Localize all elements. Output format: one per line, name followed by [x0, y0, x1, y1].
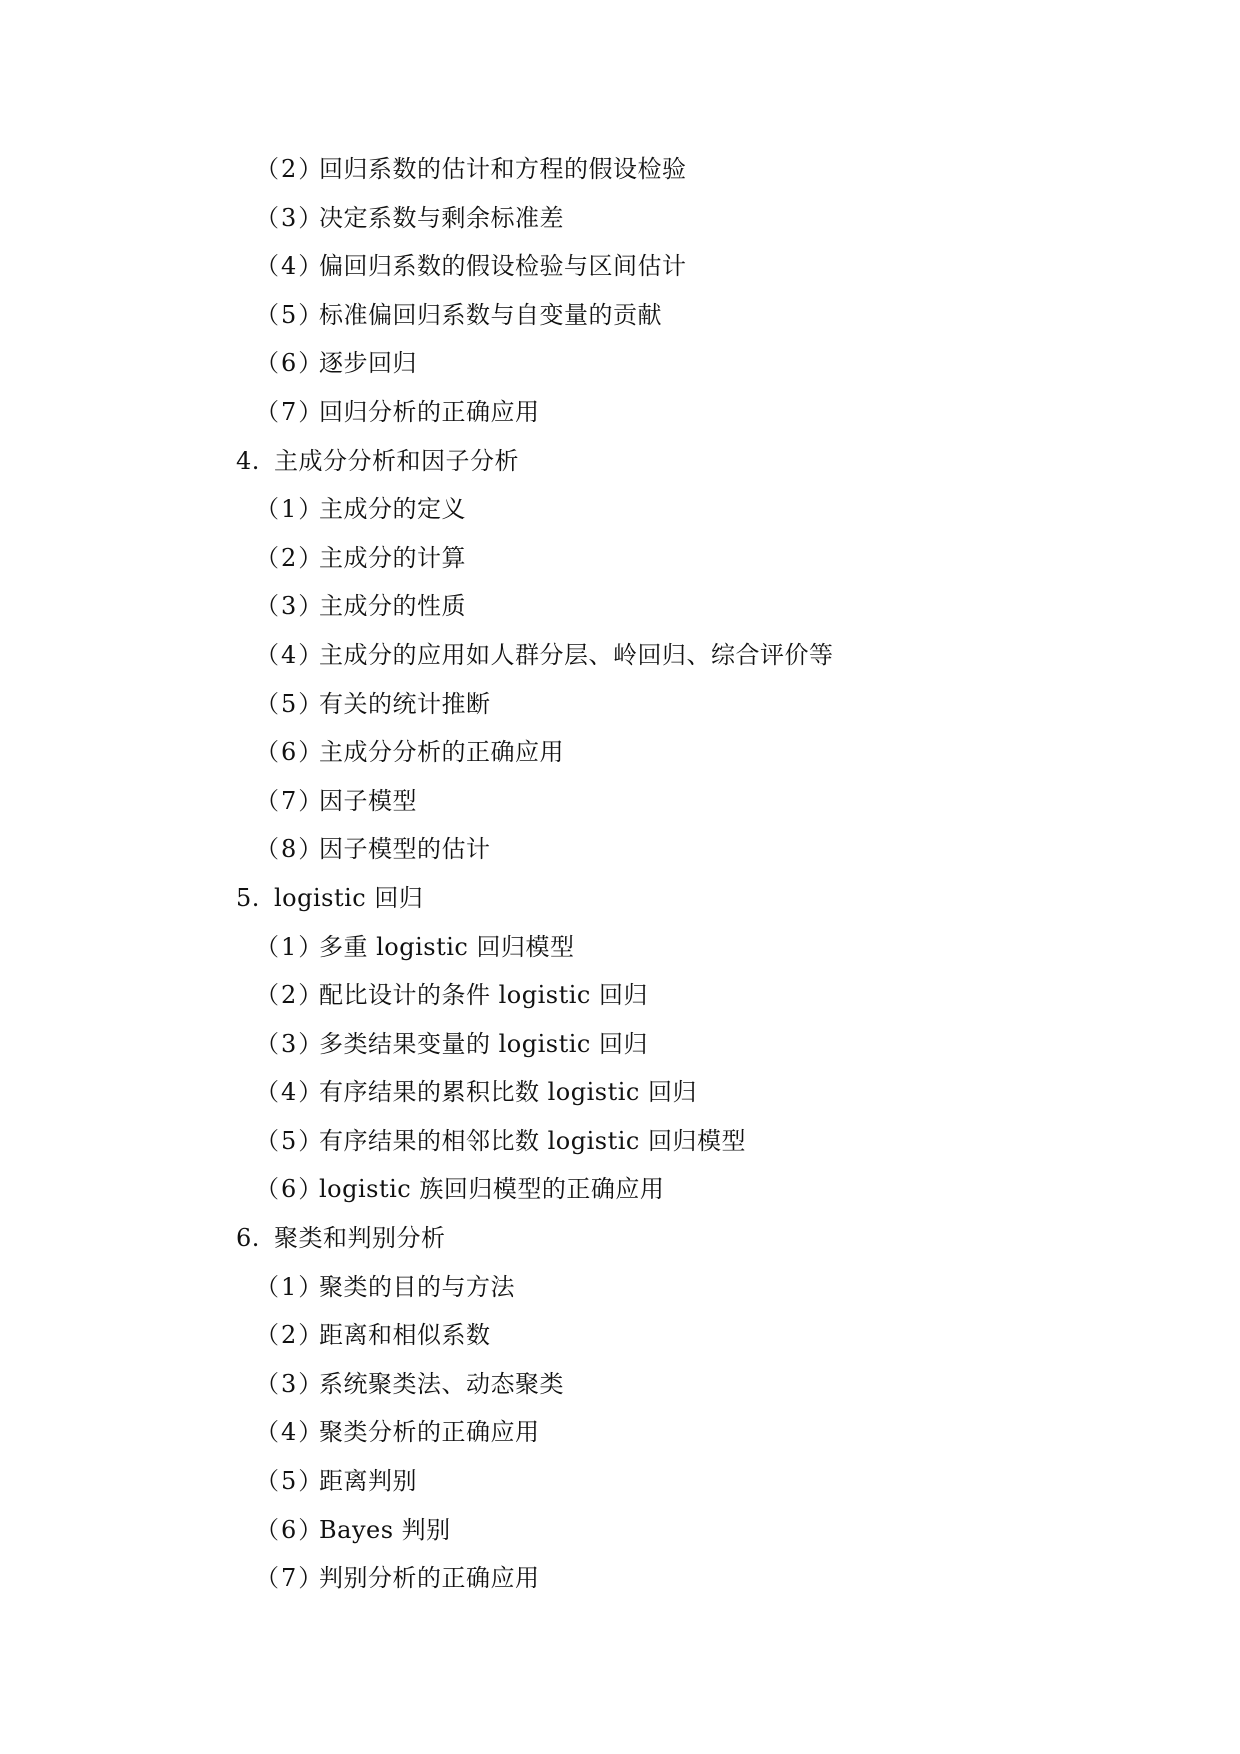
item-number: （5）	[255, 1126, 325, 1155]
item-number: （3）	[255, 203, 325, 232]
outline-item	[0, 1263, 1240, 1312]
item-text: 距离和相似系数	[319, 1321, 491, 1350]
syllabus-outline	[0, 145, 1240, 1603]
section-number: 6.	[236, 1224, 260, 1253]
item-number: （4）	[255, 1078, 325, 1107]
outline-item	[0, 1408, 1240, 1457]
item-text: 有关的统计推断	[319, 689, 491, 718]
outline-item	[0, 825, 1240, 874]
item-number: （5）	[255, 300, 325, 329]
section-heading	[0, 874, 1240, 923]
outline-item	[0, 388, 1240, 437]
section-title: 聚类和判别分析	[274, 1224, 446, 1253]
outline-item	[0, 971, 1240, 1020]
section-heading	[0, 1214, 1240, 1263]
item-text: 标准偏回归系数与自变量的贡献	[319, 300, 662, 329]
outline-item	[0, 1506, 1240, 1555]
item-text: 因子模型	[319, 786, 417, 815]
item-text: 逐步回归	[319, 349, 417, 378]
outline-item	[0, 1554, 1240, 1603]
outline-item	[0, 1360, 1240, 1409]
section-title: 主成分分析和因子分析	[274, 446, 519, 475]
outline-item	[0, 291, 1240, 340]
outline-item	[0, 631, 1240, 680]
item-number: （2）	[255, 981, 325, 1010]
item-text: 有序结果的累积比数 logistic 回归	[319, 1078, 697, 1107]
item-number: （5）	[255, 1467, 325, 1496]
item-text: logistic 族回归模型的正确应用	[319, 1175, 665, 1204]
outline-item	[0, 485, 1240, 534]
item-text: 多类结果变量的 logistic 回归	[319, 1029, 648, 1058]
item-number: （1）	[255, 495, 325, 524]
outline-item	[0, 1457, 1240, 1506]
item-text: 因子模型的估计	[319, 835, 491, 864]
item-text: 有序结果的相邻比数 logistic 回归模型	[319, 1126, 746, 1155]
item-number: （4）	[255, 1418, 325, 1447]
item-text: 配比设计的条件 logistic 回归	[319, 981, 648, 1010]
item-text: 判别分析的正确应用	[319, 1564, 540, 1593]
item-text: 主成分的性质	[319, 592, 466, 621]
item-number: （2）	[255, 155, 325, 183]
item-number: （1）	[255, 932, 325, 961]
item-number: （6）	[255, 738, 325, 767]
item-number: （4）	[255, 640, 325, 669]
item-text: 主成分的应用如人群分层、岭回归、综合评价等	[319, 640, 834, 669]
item-number: （5）	[255, 689, 325, 718]
outline-item	[0, 1068, 1240, 1117]
outline-item	[0, 194, 1240, 243]
item-text: 决定系数与剩余标准差	[319, 203, 564, 232]
item-text: 多重 logistic 回归模型	[319, 932, 575, 961]
item-text: 距离判别	[319, 1467, 417, 1496]
item-number: （2）	[255, 1321, 325, 1350]
outline-item	[0, 1117, 1240, 1166]
item-number: （7）	[255, 1564, 325, 1593]
item-text: 聚类分析的正确应用	[319, 1418, 540, 1447]
section-number: 4.	[236, 446, 260, 475]
outline-item	[0, 728, 1240, 777]
outline-item	[0, 680, 1240, 729]
outline-item	[0, 777, 1240, 826]
outline-item	[0, 534, 1240, 583]
item-text: 主成分的定义	[319, 495, 466, 524]
outline-item	[0, 1020, 1240, 1069]
item-number: （3）	[255, 592, 325, 621]
item-text: 偏回归系数的假设检验与区间估计	[319, 252, 687, 281]
item-text: 系统聚类法、动态聚类	[319, 1369, 564, 1398]
item-text: 聚类的目的与方法	[319, 1272, 515, 1301]
item-text: 回归分析的正确应用	[319, 397, 540, 426]
section-heading	[0, 437, 1240, 486]
item-number: （7）	[255, 397, 325, 426]
item-text: Bayes 判别	[319, 1515, 451, 1544]
outline-item	[0, 582, 1240, 631]
outline-item	[0, 923, 1240, 972]
outline-item	[0, 1165, 1240, 1214]
item-number: （8）	[255, 835, 325, 864]
item-number: （7）	[255, 786, 325, 815]
item-number: （4）	[255, 252, 325, 281]
outline-item	[0, 339, 1240, 388]
item-number: （6）	[255, 349, 325, 378]
item-text: 主成分分析的正确应用	[319, 738, 564, 767]
item-number: （6）	[255, 1175, 325, 1204]
outline-item	[0, 145, 1240, 194]
item-number: （6）	[255, 1515, 325, 1544]
section-title: logistic 回归	[274, 883, 424, 912]
item-number: （3）	[255, 1029, 325, 1058]
outline-item	[0, 1311, 1240, 1360]
item-number: （2）	[255, 543, 325, 572]
section-number: 5.	[236, 883, 260, 912]
item-number: （1）	[255, 1272, 325, 1301]
item-number: （3）	[255, 1369, 325, 1398]
item-text: 回归系数的估计和方程的假设检验	[319, 155, 687, 183]
outline-item	[0, 242, 1240, 291]
item-text: 主成分的计算	[319, 543, 466, 572]
